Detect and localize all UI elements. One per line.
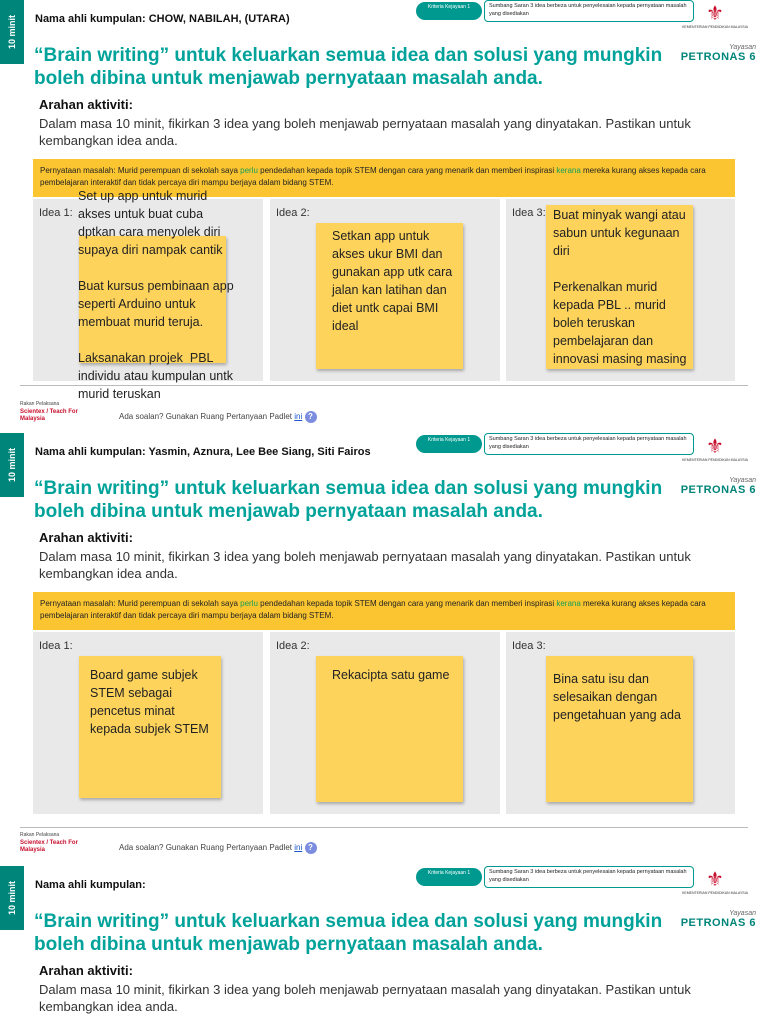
slide-1: [0, 0, 768, 432]
problem-highlight: perlu: [240, 599, 258, 608]
headline: “Brain writing” untuk keluarkan semua idea dan solusi yang mungkin boleh dibina untuk menjawab pernyataan masalah anda.: [34, 45, 663, 89]
kpm-text: KEMENTERIAN PENDIDIKAN MALAYSIA: [682, 25, 748, 29]
problem-highlight: kerana: [556, 599, 581, 608]
arahan-title: Arahan aktiviti:: [39, 530, 133, 545]
idea-label-3: Idea 3:: [512, 207, 546, 219]
padlet-link[interactable]: ini: [294, 412, 303, 422]
qa-footer: [119, 842, 317, 854]
problem-text: pendedahan kepada topik STEM dengan cara yang menarik dan memberi inspirasi: [257, 166, 557, 175]
petronas-mark-icon: 6: [749, 917, 756, 929]
footer-divider: [20, 385, 748, 386]
criteria-pill: Kriteria Kejayaan 1: [416, 868, 482, 886]
petronas-mark-icon: 6: [749, 51, 756, 63]
kpm-logo: [680, 3, 750, 29]
rakan-logo: [20, 832, 80, 854]
crest-icon: ⚜: [706, 436, 724, 458]
petronas-wordmark: PETRONAS: [680, 484, 746, 496]
kpm-logo: [680, 436, 750, 462]
rakan-label: Rakan Pelaksana: [20, 401, 60, 407]
headline: “Brain writing” untuk keluarkan semua idea dan solusi yang mungkin boleh dibina untuk menjawab pernyataan masalah anda.: [34, 478, 663, 522]
idea-panel-1: [33, 632, 263, 814]
padlet-link[interactable]: ini: [294, 843, 303, 853]
sticky-text-1[interactable]: Set up app untuk murid akses untuk buat cuba dptkan cara menyolek diri supaya diri nampak cantik Buat kursus pembinaan app seperti Arduino untuk membuat murid teruja. Laksanakan projek PBL individu atau kumpulan untk murid teruskan: [78, 189, 234, 401]
crest-icon: ⚜: [706, 869, 724, 891]
sticky-text-3[interactable]: Bina satu isu dan selesaikan dengan pengetahuan yang ada: [553, 672, 681, 722]
arahan-text: Dalam masa 10 minit, fikirkan 3 idea yang boleh menjawab pernyataan masalah yang dinyatakan. Pastikan untuk kembangkan idea anda.: [39, 982, 691, 1014]
idea-panel-3: [506, 199, 735, 381]
qa-text: Ada soalan? Gunakan Ruang Pertanyaan Padlet: [119, 843, 295, 853]
petronas-mark-icon: 6: [749, 484, 756, 496]
idea-panel-3: [506, 632, 735, 814]
idea-panel-1: [33, 189, 263, 401]
sticky-text-2[interactable]: Rekacipta satu game: [332, 668, 450, 682]
criteria-text: Sumbang Saran 3 idea berbeza untuk penyelesaian kepada pernyataan masalah yang disediakan: [484, 433, 694, 455]
crest-icon: ⚜: [706, 3, 724, 25]
petronas-wordmark: PETRONAS: [680, 51, 746, 63]
qa-text: Ada soalan? Gunakan Ruang Pertanyaan Padlet: [119, 412, 295, 422]
idea-label-2: Idea 2:: [276, 207, 310, 219]
problem-text: Pernyataan masalah: Murid perempuan di sekolah saya: [40, 166, 241, 175]
problem-text: mereka kurang akses kepada cara pembelajaran interaktif dan tidak percaya diri mampu berjaya dalam bidang STEM.: [40, 599, 706, 620]
idea-label-2: Idea 2:: [276, 640, 310, 652]
rakan-logo: [20, 401, 80, 423]
arahan-title: Arahan aktiviti:: [39, 963, 133, 978]
idea-label-1: Idea 1:: [39, 640, 73, 652]
arahan-title: Arahan aktiviti:: [39, 97, 133, 112]
arahan-text: Dalam masa 10 minit, fikirkan 3 idea yang boleh menjawab pernyataan masalah yang dinyatakan. Pastikan untuk kembangkan idea anda.: [39, 116, 691, 148]
slide-3: [0, 866, 768, 1024]
group-members: Nama ahli kumpulan: CHOW, NABILAH, (UTARA): [35, 13, 290, 25]
qa-footer: [119, 411, 317, 423]
arahan-text: Dalam masa 10 minit, fikirkan 3 idea yang boleh menjawab pernyataan masalah yang dinyatakan. Pastikan untuk kembangkan idea anda.: [39, 549, 691, 581]
rakan-label: Rakan Pelaksana: [20, 832, 60, 838]
footer-divider: [20, 827, 748, 828]
problem-highlight: kerana: [556, 166, 581, 175]
time-tab: 10 minit: [0, 0, 24, 64]
idea-panel-2: [270, 199, 500, 381]
sticky-text-2[interactable]: Setkan app untuk akses ukur BMI dan gunakan app utk cara jalan kan latihan dan diet untk capai BMI ideal: [332, 229, 456, 333]
petronas-small: Yayasan: [729, 910, 756, 917]
criteria-pill: Kriteria Kejayaan 1: [416, 2, 482, 20]
time-tab: 10 minit: [0, 433, 24, 497]
problem-statement: [33, 592, 735, 630]
rakan-logo-text: Scientex / Teach For Malaysia: [20, 840, 78, 853]
idea-panel-2: [270, 632, 500, 814]
problem-highlight: perlu: [240, 166, 258, 175]
kpm-text: KEMENTERIAN PENDIDIKAN MALAYSIA: [682, 458, 748, 462]
idea-label-1: Idea 1:: [39, 207, 73, 219]
headline: “Brain writing” untuk keluarkan semua idea dan solusi yang mungkin boleh dibina untuk menjawab pernyataan masalah anda.: [34, 911, 663, 955]
problem-text: pendedahan kepada topik STEM dengan cara yang menarik dan memberi inspirasi: [257, 599, 557, 608]
idea-label-3: Idea 3:: [512, 640, 546, 652]
criteria-text: Sumbang Saran 3 idea berbeza untuk penyelesaian kepada pernyataan masalah yang disediakan: [484, 0, 694, 22]
question-icon[interactable]: ?: [305, 411, 317, 423]
petronas-wordmark: PETRONAS: [680, 917, 746, 929]
rakan-logo-text: Scientex / Teach For Malaysia: [20, 409, 78, 422]
group-members: Nama ahli kumpulan: Yasmin, Aznura, Lee Bee Siang, Siti Fairos: [35, 446, 371, 458]
petronas-small: Yayasan: [729, 477, 756, 484]
sticky-text-1[interactable]: Board game subjek STEM sebagai pencetus minat kepada subjek STEM: [90, 668, 209, 736]
problem-text: mereka kurang akses kepada cara pembelajaran interaktif dan tidak percaya diri mampu berjaya dalam bidang STEM.: [40, 166, 706, 187]
question-icon[interactable]: ?: [305, 842, 317, 854]
sticky-text-3[interactable]: Buat minyak wangi atau sabun untuk kegunaan diri Perkenalkan murid kepada PBL .. murid boleh teruskan pembelajaran dan innovasi masing masing: [553, 208, 687, 366]
problem-text: Pernyataan masalah: Murid perempuan di sekolah saya: [40, 599, 241, 608]
criteria-text: Sumbang Saran 3 idea berbeza untuk penyelesaian kepada pernyataan masalah yang disediakan: [484, 866, 694, 888]
criteria-pill: Kriteria Kejayaan 1: [416, 435, 482, 453]
slide-2: [0, 433, 768, 865]
kpm-text: KEMENTERIAN PENDIDIKAN MALAYSIA: [682, 891, 748, 895]
group-members: Nama ahli kumpulan:: [35, 879, 146, 891]
time-tab: 10 minit: [0, 866, 24, 930]
kpm-logo: [680, 869, 750, 895]
petronas-small: Yayasan: [729, 44, 756, 51]
